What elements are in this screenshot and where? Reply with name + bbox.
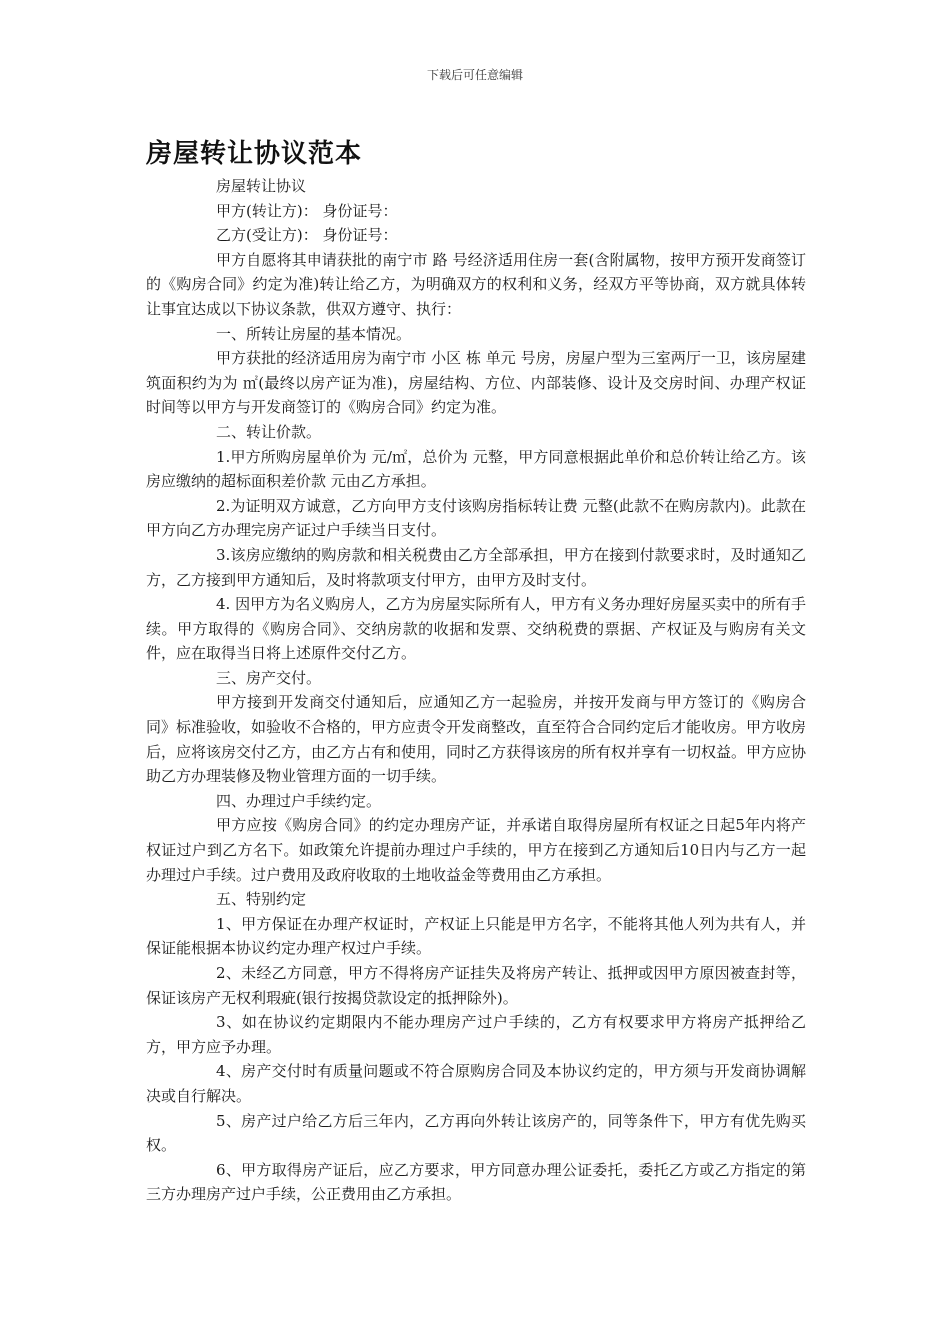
paragraph: 3、如在协议约定期限内不能办理房产过户手续的，乙方有权要求甲方将房产抵押给乙方，甲方应予办理。 — [146, 1013, 806, 1056]
section-heading: 三、房产交付。 — [216, 668, 322, 687]
paragraph: 1、甲方保证在办理产权证时，产权证上只能是甲方名字，不能将其他人列为共有人，并保证能根据本协议约定办理产权过户手续。 — [146, 914, 806, 958]
paragraph: 甲方获批的经济适用房为南宁市 小区 栋 单元 号房，房屋户型为三室两厅一卫，该房屋建筑面积约为为 ㎡(最终以房产证为准)，房屋结构、方位、内部装修、设计及交房时间、办理产权证时间等以甲方与开发商签订的《购房合同》约定为准。 — [146, 349, 806, 417]
paragraph: 甲方自愿将其申请获批的南宁市 路 号经济适用住房一套(含附属物，按甲方预开发商签订的《购房合同》约定为准)转让给乙方，为明确双方的权利和义务，经双方平等协商，双方就具体转让事宜达成以下协议条款，供双方遵守、执行： — [146, 250, 806, 318]
paragraph: 3.该房应缴纳的购房款和相关税费由乙方全部承担，甲方在接到付款要求时，及时通知乙方，乙方接到甲方通知后，及时将款项支付甲方，由甲方及时支付。 — [146, 545, 806, 589]
section-heading: 五、特别约定 — [216, 890, 307, 909]
paragraph: 甲方(转让方)： 身份证号： — [216, 201, 398, 220]
page-header-note: 下载后可任意编辑 — [426, 68, 523, 82]
paragraph: 5、房产过户给乙方后三年内，乙方再向外转让该房产的，同等条件下，甲方有优先购买权。 — [146, 1111, 806, 1155]
section-heading: 一、所转让房屋的基本情况。 — [216, 324, 412, 343]
paragraph: 房屋转让协议 — [216, 177, 307, 195]
paragraph: 4. 因甲方为名义购房人，乙方为房屋实际所有人，甲方有义务办理好房屋买卖中的所有手续。甲方取得的《购房合同》、交纳房款的收据和发票、交纳税费的票据、产权证及与购房有关文件，应在取得当日将上述原件交付乙方。 — [146, 595, 806, 663]
paragraph: 甲方应按《购房合同》的约定办理房产证，并承诺自取得房屋所有权证之日起5年内将产权证过户到乙方名下。如政策允许提前办理过户手续的，甲方在接到乙方通知后10日内与乙方一起办理过户手续。过户费用及政府收取的土地收益金等费用由乙方承担。 — [146, 816, 806, 884]
document-body — [146, 174, 806, 1207]
paragraph: 2.为证明双方诚意，乙方向甲方支付该购房指标转让费 元整(此款不在购房款内)。此款在甲方向乙方办理完房产证过户手续当日支付。 — [146, 496, 806, 540]
section-heading: 四、办理过户手续约定。 — [216, 791, 382, 810]
document-title: 房屋转让协议范本 — [146, 139, 363, 169]
paragraph: 甲方接到开发商交付通知后，应通知乙方一起验房，并按开发商与甲方签订的《购房合同》标准验收，如验收不合格的，甲方应责令开发商整改，直至符合合同约定后才能收房。甲方收房后，应将该房交付乙方，由乙方占有和使用，同时乙方获得该房的所有权并享有一切权益。甲方应协助乙方办理装修及物业管理方面的一切手续。 — [146, 693, 807, 786]
paragraph: 1.甲方所购房屋单价为 元/㎡，总价为 元整，甲方同意根据此单价和总价转让给乙方。该房应缴纳的超标面积差价款 元由乙方承担。 — [146, 447, 806, 491]
paragraph: 6、甲方取得房产证后，应乙方要求，甲方同意办理公证委托，委托乙方或乙方指定的第三方办理房产过户手续，公正费用由乙方承担。 — [146, 1160, 806, 1204]
paragraph: 乙方(受让方)： 身份证号： — [216, 226, 398, 245]
paragraph: 4、房产交付时有质量问题或不符合原购房合同及本协议约定的，甲方须与开发商协调解决或自行解决。 — [146, 1062, 806, 1105]
section-heading: 二、转让价款。 — [216, 422, 322, 441]
paragraph: 2、未经乙方同意，甲方不得将房产证挂失及将房产转让、抵押或因甲方原因被查封等，保证该房产无权利瑕疵(银行按揭贷款设定的抵押除外)。 — [146, 964, 806, 1007]
